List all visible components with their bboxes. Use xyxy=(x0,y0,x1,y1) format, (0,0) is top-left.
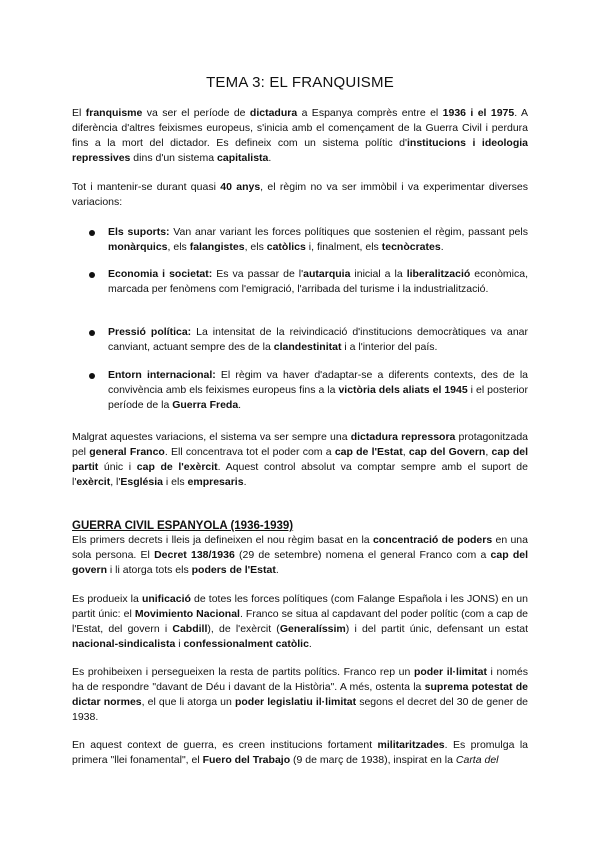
document-title: TEMA 3: EL FRANQUISME xyxy=(206,74,394,91)
decrees-paragraph: Els primers decrets i lleis ja defineixen el nou règim basat en la concentració de poders en una sola persona. El Decret 138/1936 (29 de setembre) nomena el general Franco com a cap del govern i li atorga tots els poders de l'Estat. xyxy=(72,534,529,576)
dictatorship-paragraph: Malgrat aquestes variacions, el sistema va ser sempre una dictadura repressora protagonitzada pel general Franco. Ell concentrava tot el poder com a cap de l'Estat, cap del Govern, cap del partit únic i cap de l'exèrcit. Aquest control absolut va comptar sempre amb el suport de l'exèrcit, l'Església i els empresaris. xyxy=(72,431,529,488)
bullet-icon xyxy=(89,230,95,236)
bullet-entorn: Entorn internacional: El règim va haver d'adaptar-se a diferents contexts, des de la convivència amb els feixismes europeus fins a la victòria dels aliats el 1945 i el posterior període de la Guerra Freda. xyxy=(108,369,528,411)
prohibition-paragraph: Es prohibeixen i persegueixen la resta de partits polítics. Franco rep un poder il·limitat i només ha de respondre "davant de Déu i davant de la Història". A més, ostenta la suprema potestat de dictar normes, el que li atorga un poder legislatiu il·limitat segons el decret del 30 de gener de 1938. xyxy=(72,666,528,723)
bullet-icon xyxy=(89,373,95,379)
bullet-economia: Economia i societat: Es va passar de l'autarquia inicial a la liberalització econòmica, marcada per fenòmens com l'emigració, l'arribada del turisme i la industrialització. xyxy=(108,268,528,295)
unification-paragraph: Es produeix la unificació de totes les forces polítiques (com Falange Española i les JONS) en un partit únic: el Movimiento Nacional. Franco se situa al capdavant del poder polític (com a cap de l'Estat, del govern i Cabdill), de l'exèrcit (Generalíssim) i del partit únic, defensant un estat nacional-sindicalista i confessionalment catòlic. xyxy=(72,593,528,650)
variations-paragraph: Tot i mantenir-se durant quasi 40 anys, el règim no va ser immòbil i va experimentar diverses variacions: xyxy=(72,181,528,208)
bullet-suports: Els suports: Van anar variant les forces polítiques que sostenien el règim, passant pels monàrquics, els falangistes, els catòlics i, finalment, els tecnòcrates. xyxy=(108,226,528,253)
bullet-icon xyxy=(89,272,95,278)
bullet-pressio: Pressió política: La intensitat de la reivindicació d'institucions democràtiques va anar canviant, actuant sempre des de la clandestinitat i a l'interior del país. xyxy=(108,326,528,353)
institutions-paragraph: En aquest context de guerra, es creen institucions fortament militaritzades. Es promulga la primera "llei fonamental", el Fuero del Trabajo (9 de març de 1938), inspirat en la Carta del xyxy=(72,739,528,766)
section-heading: GUERRA CIVIL ESPANYOLA (1936-1939) xyxy=(72,520,294,532)
intro-paragraph: El franquisme va ser el període de dictadura a Espanya comprès entre el 1936 i el 1975. A diferència d'altres feixismes europeus, s'inicia amb el començament de la Guerra Civil i perdura fins a la mort del dictador. Es defineix com un sistema polític d'institucions i ideologia repressives dins d'un sistema capitalista. xyxy=(72,107,528,164)
bullet-icon xyxy=(89,330,95,336)
